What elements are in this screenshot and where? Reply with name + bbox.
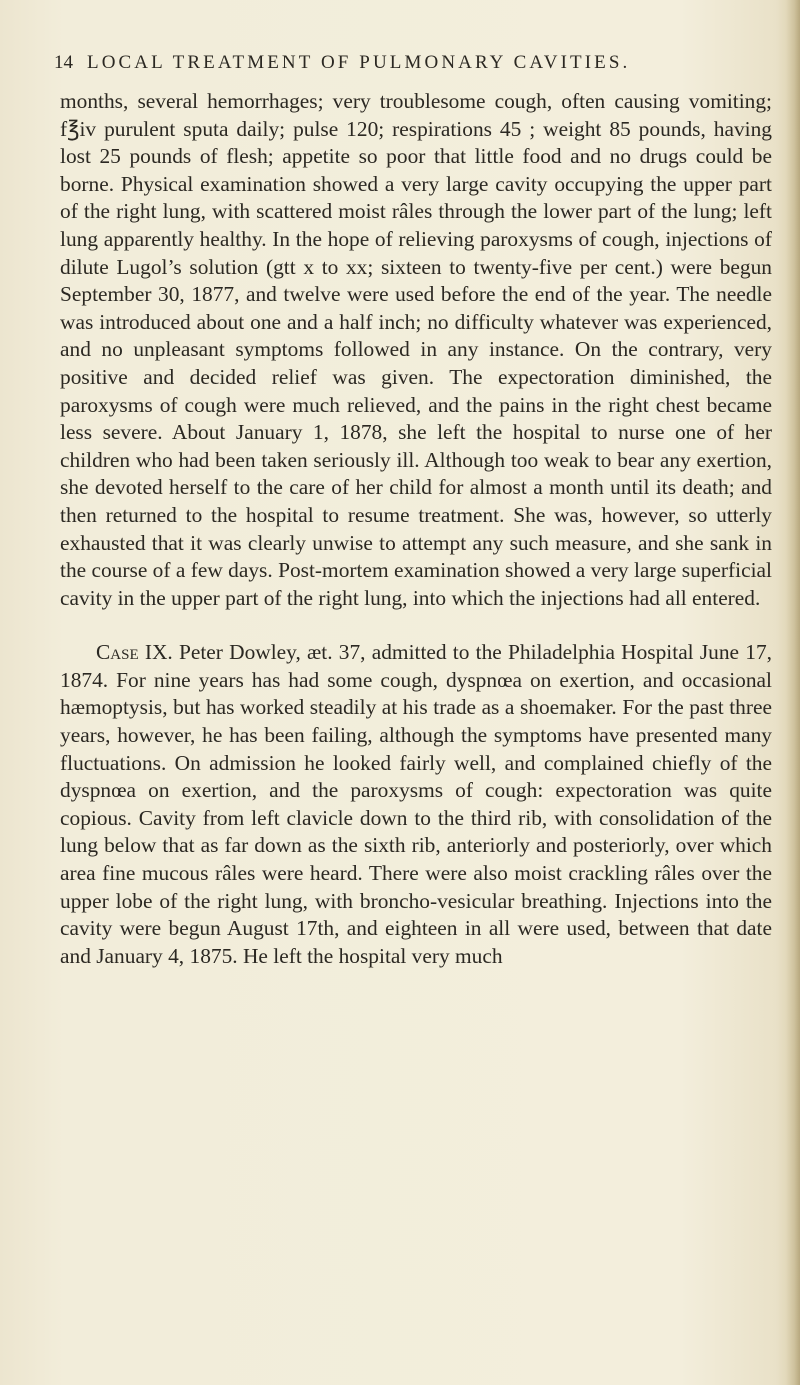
case-ix-text: Peter Dowley, æt. 37, admitted to the Philadelphia Hospital June 17, 1874. For nine years has had some cough, dyspnœa on exertion, and occasional hæmoptysis, but has worked steadily at his trade as a shoemaker. For the past three years, however, he has been failing, although the symptoms have presented many fluctuations. On admission he looked fairly well, and complained chiefly of the dyspnœa on exertion, and the paroxysms of cough: expectoration was quite copious. Cavity from left clavicle down to the third rib, with consolidation of the lung below that as far down as the sixth rib, anteriorly and posteriorly, over which area fine mucous râles were heard. There were also moist crackling râles over the upper lobe of the right lung, with broncho-vesicular breathing. Injections into the cavity were begun August 17th, and eighteen in all were used, between that date and January 4, 1875. He left the hospital very much (60, 640, 773, 968)
page-body (60, 88, 772, 970)
running-header (54, 52, 774, 74)
case-label: Case IX. (96, 640, 173, 665)
paragraph-continuation: months, several hemorrhages; very troublesome cough, often causing vomiting; f℥iv purulent sputa daily; pulse 120; respirations 45 ; weight 85 pounds, having lost 25 pounds of flesh; appetite so poor that little food and no drugs could be borne. Physical examination showed a very large cavity occupying the upper part of the right lung, with scattered moist râles through the lower part of the lung; left lung apparently healthy. In the hope of relieving paroxysms of cough, injections of dilute Lugol’s solution (gtt x to xx; sixteen to twenty-five per cent.) were begun September 30, 1877, and twelve were used before the end of the year. The needle was introduced about one and a half inch; no difficulty whatever was experienced, and no unpleasant symptoms followed in any instance. On the contrary, very positive and decided relief was given. The expectoration diminished, the paroxysms of cough were much relieved, and the pains in the right chest became less severe. About January 1, 1878, she left the hospital to nurse one of her children who had been taken seriously ill. Although too weak to bear any exertion, she devoted herself to the care of her child for almost a month until its death; and then returned to the hospital to resume treatment. She was, however, so utterly exhausted that it was clearly unwise to attempt any such measure, and she sank in the course of a few days. Post-mortem examination showed a very large superficial cavity in the upper part of the right lung, into which the injections had all entered. (60, 89, 772, 610)
running-title: LOCAL TREATMENT OF PULMONARY CAVITIES. (87, 52, 631, 73)
page-number: 14 (54, 52, 73, 73)
paragraph-case-ix (60, 639, 772, 970)
page-edge-shadow (786, 0, 800, 1385)
